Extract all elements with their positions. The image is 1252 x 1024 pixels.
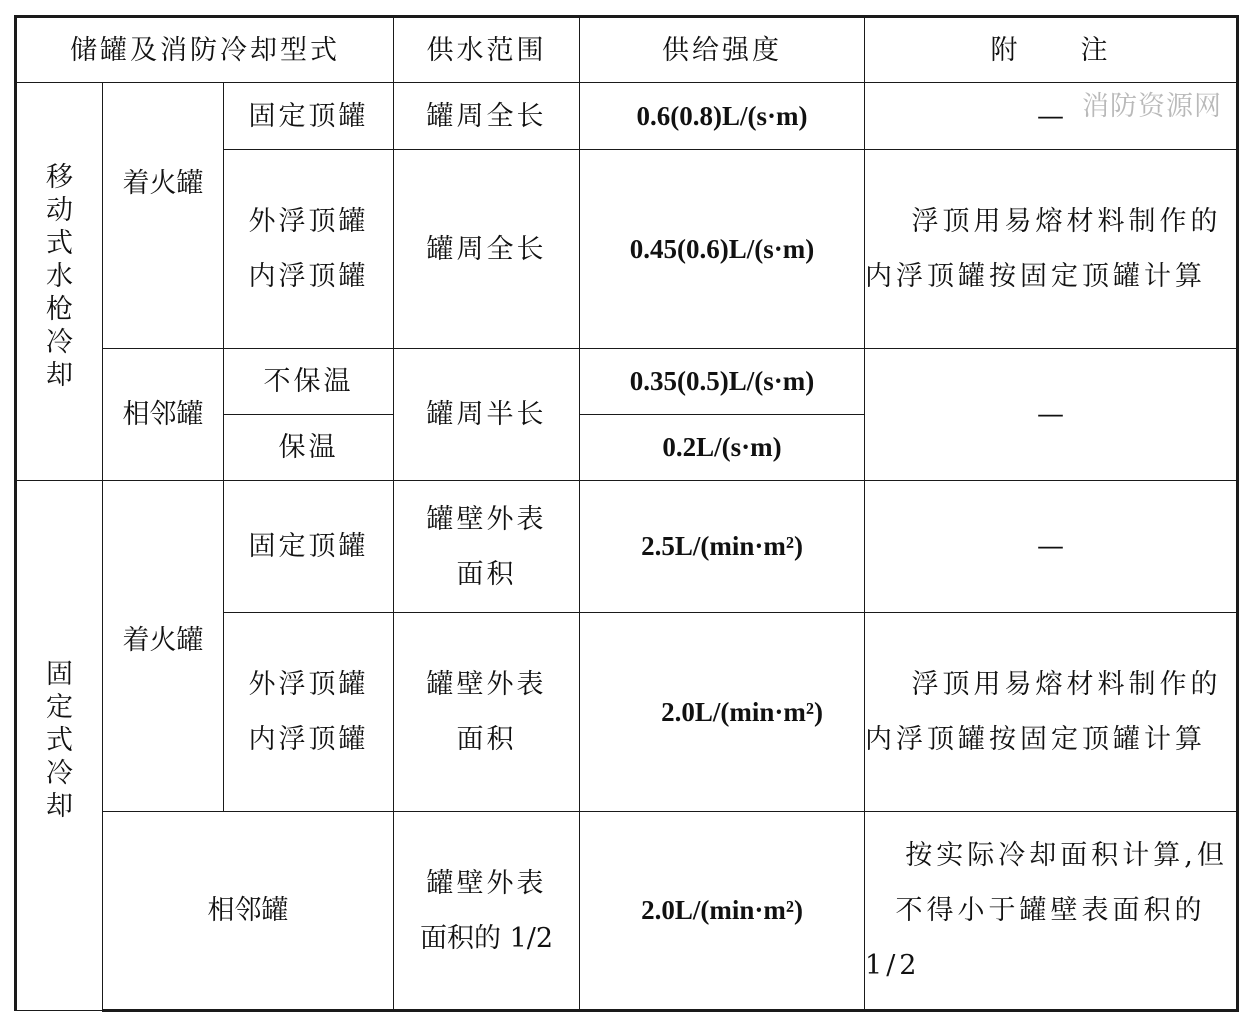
fixed-floating-type: 外浮顶罐 内浮顶罐 bbox=[224, 613, 394, 812]
fixed-fixed-roof-type: 固定顶罐 bbox=[224, 481, 394, 613]
header-note: 附 注 bbox=[865, 17, 1238, 83]
fixed-fixed-roof-range: 罐壁外表 面积 bbox=[394, 481, 580, 613]
mobile-fixed-roof-range: 罐周全长 bbox=[394, 83, 580, 150]
mobile-fixed-roof-type: 固定顶罐 bbox=[224, 83, 394, 150]
mobile-adjacent-label: 相邻罐 bbox=[103, 349, 224, 481]
mobile-floating-intensity: 0.45(0.6)L/(s·m) bbox=[580, 150, 865, 349]
mobile-adjacent-note: — bbox=[865, 349, 1238, 481]
mobile-fixed-roof-intensity: 0.6(0.8)L/(s·m) bbox=[580, 83, 865, 150]
fixed-adjacent-label: 相邻罐 bbox=[103, 812, 394, 1011]
fixed-adjacent-note: 按实际冷却面积计算,但不得小于罐壁表面积的 1/2 bbox=[865, 812, 1238, 1011]
mobile-uninsulated-type: 不保温 bbox=[224, 349, 394, 415]
header-type: 储罐及消防冷却型式 bbox=[16, 17, 394, 83]
table-row bbox=[16, 83, 1238, 150]
mobile-floating-range: 罐周全长 bbox=[394, 150, 580, 349]
fixed-floating-intensity: 2.0L/(min·m²) bbox=[580, 613, 865, 812]
table-row bbox=[16, 349, 1238, 415]
table-row bbox=[16, 812, 1238, 1011]
mobile-on-fire-label: 着火罐 bbox=[103, 83, 224, 349]
mobile-insulated-type: 保温 bbox=[224, 415, 394, 481]
table-row bbox=[16, 481, 1238, 613]
fixed-on-fire-label: 着火罐 bbox=[103, 481, 224, 812]
fixed-cooling-label: 固定式冷却 bbox=[16, 481, 103, 1011]
header-row bbox=[16, 17, 1238, 83]
mobile-fixed-roof-note: — bbox=[865, 83, 1238, 150]
mobile-adjacent-range: 罐周半长 bbox=[394, 349, 580, 481]
mobile-cooling-label: 移动式水枪冷却 bbox=[16, 83, 103, 481]
fixed-floating-note: 浮顶用易熔材料制作的内浮顶罐按固定顶罐计算 bbox=[865, 613, 1238, 812]
watermark-text: 消防资源网 bbox=[1082, 91, 1222, 122]
fixed-fixed-roof-intensity: 2.5L/(min·m²) bbox=[580, 481, 865, 613]
mobile-floating-type: 外浮顶罐 内浮顶罐 bbox=[224, 150, 394, 349]
header-intensity: 供给强度 bbox=[580, 17, 865, 83]
fixed-adjacent-range: 罐壁外表 面积的 1/2 bbox=[394, 812, 580, 1011]
fixed-floating-range: 罐壁外表 面积 bbox=[394, 613, 580, 812]
fixed-fixed-roof-note: — bbox=[865, 481, 1238, 613]
mobile-uninsulated-intensity: 0.35(0.5)L/(s·m) bbox=[580, 349, 865, 415]
fixed-adjacent-intensity: 2.0L/(min·m²) bbox=[580, 812, 865, 1011]
mobile-insulated-intensity: 0.2L/(s·m) bbox=[580, 415, 865, 481]
mobile-floating-note: 浮顶用易熔材料制作的内浮顶罐按固定顶罐计算 bbox=[865, 150, 1238, 349]
cooling-water-spec-table bbox=[14, 15, 1239, 1012]
header-range: 供水范围 bbox=[394, 17, 580, 83]
